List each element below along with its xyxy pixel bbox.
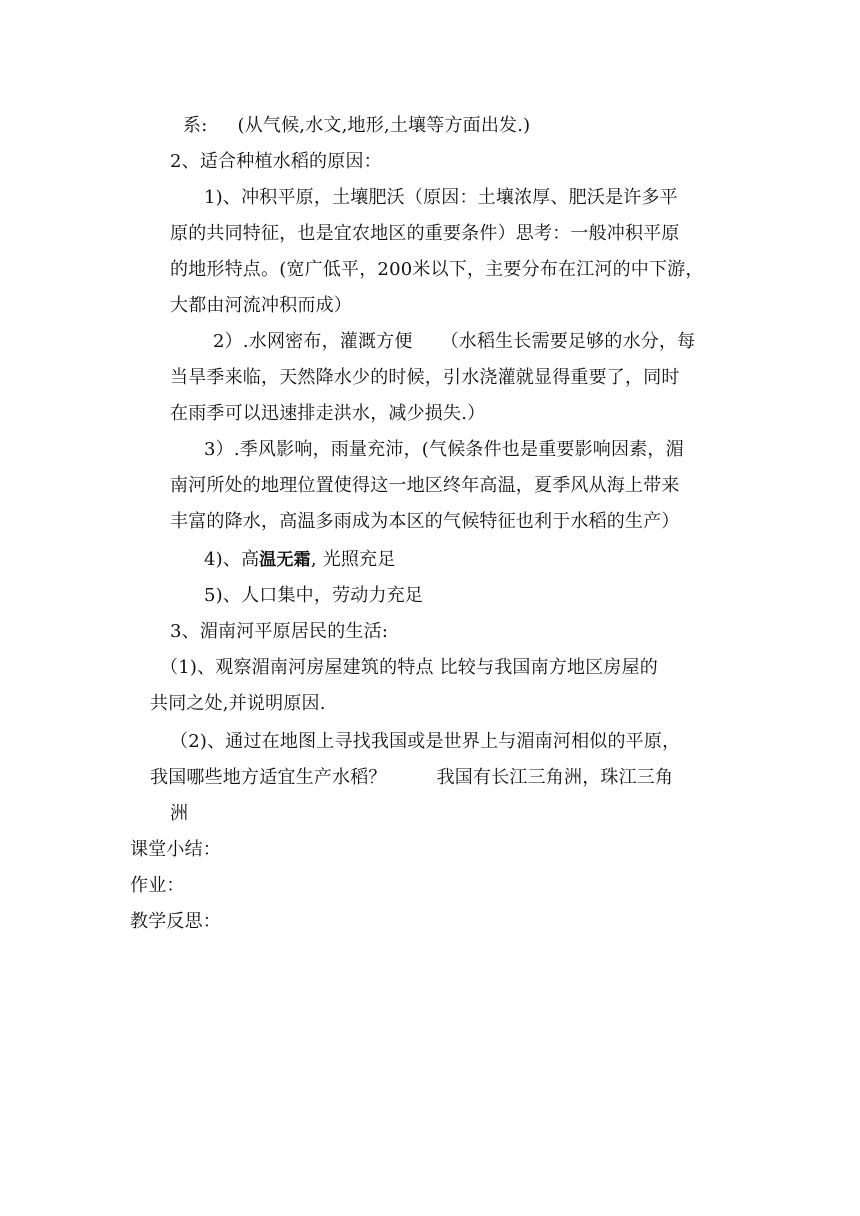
summary-label: 课堂小结： xyxy=(130,839,221,860)
text-fragment-bold: 温无霜 xyxy=(259,550,311,570)
text-fragment: 系: xyxy=(183,115,208,136)
text-line: （1)、观察湄南河房屋建筑的特点 比较与我国南方地区房屋的 xyxy=(160,657,658,678)
text-fragment: 2）.水网密布，灌溉方便 xyxy=(213,331,413,352)
text-line: 大都由河流冲积而成） xyxy=(170,295,352,316)
text-fragment: （水稻生长需要足够的水分，每 xyxy=(440,331,696,352)
text-line: 南河所处的地理位置使得这一地区终年高温，夏季风从海上带来 xyxy=(170,475,680,496)
reflection-label: 教学反思： xyxy=(130,911,221,932)
text-line: 共同之处,并说明原因. xyxy=(150,693,326,714)
text-line: 洲 xyxy=(170,803,189,824)
text-fragment: 我国哪些地方适宜生产水稻？ xyxy=(150,767,387,788)
text-line: 原的共同特征，也是宜农地区的重要条件）思考：一般冲积平原 xyxy=(170,223,680,244)
section-heading-residents-life: 3、湄南河平原居民的生活: xyxy=(170,621,389,642)
text-fragment: 4)、高 xyxy=(204,549,260,570)
text-line xyxy=(213,331,695,353)
text-line: 当旱季来临，天然降水少的时候，引水浇灌就显得重要了，同时 xyxy=(170,367,680,388)
text-line-considerations xyxy=(183,115,530,137)
homework-label: 作业： xyxy=(130,875,185,896)
text-line: 1)、冲积平原，土壤肥沃（原因：土壤浓厚、肥沃是许多平 xyxy=(204,187,678,208)
text-fragment: (从气候,水文,地形,土壤等方面出发.) xyxy=(237,115,531,136)
text-line: 3）.季风影响，雨量充沛，(气候条件也是重要影响因素，湄 xyxy=(204,439,684,460)
text-fragment: , 光照充足 xyxy=(310,549,396,570)
text-line xyxy=(204,549,396,571)
text-line xyxy=(150,767,673,789)
section-heading-rice-reasons: 2、适合种植水稻的原因： xyxy=(170,151,382,172)
text-line: 丰富的降水，高温多雨成为本区的气候特征也利于水稻的生产） xyxy=(170,511,680,532)
text-line: （2)、通过在地图上寻找我国或是世界上与湄南河相似的平原， xyxy=(170,731,681,752)
text-line: 5)、人口集中，劳动力充足 xyxy=(204,585,424,606)
text-line: 的地形特点。(宽广低平，200米以下，主要分布在江河的中下游， xyxy=(170,259,704,280)
text-fragment: 我国有长江三角洲，珠江三角 xyxy=(436,767,674,788)
text-line: 在雨季可以迅速排走洪水，减少损失.） xyxy=(170,403,486,424)
